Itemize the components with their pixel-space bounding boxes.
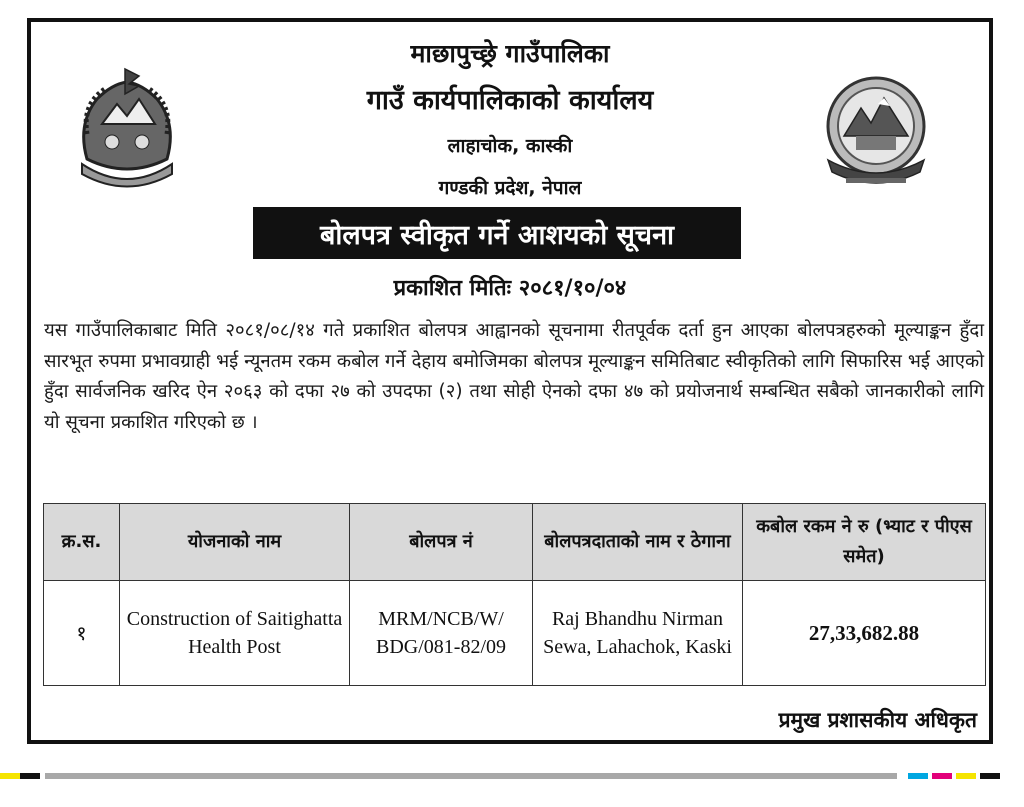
office-location: लाहाचोक, कास्की: [447, 135, 573, 157]
col-header-amount: कबोल रकम ने रु (भ्याट र पीएस समेत): [743, 504, 986, 581]
notice-frame: [27, 18, 993, 744]
cell-project: Construction of Saitighatta Health Post: [120, 581, 350, 686]
col-header-bidder: बोलपत्रदाताको नाम र ठेगाना: [533, 504, 743, 581]
registration-mark-yellow-2: [956, 773, 976, 779]
bid-table: [43, 503, 986, 686]
registration-mark-magenta: [932, 773, 952, 779]
registration-mark-cyan: [908, 773, 928, 779]
notice-title-banner: बोलपत्र स्वीकृत गर्ने आशयको सूचना: [253, 207, 741, 259]
municipality-name: माछापुच्छ्रे गाउँपालिका: [410, 39, 610, 68]
col-header-bid-no: बोलपत्र नं: [350, 504, 533, 581]
signatory-title: प्रमुख प्रशासकीय अधिकृत: [778, 708, 977, 732]
registration-mark-black: [20, 773, 40, 779]
cell-bidder: Raj Bhandhu Nirman Sewa, Lahachok, Kaski: [533, 581, 743, 686]
registration-mark-yellow: [0, 773, 20, 779]
cell-bid-no: MRM/NCB/W/ BDG/081-82/09: [350, 581, 533, 686]
office-name: गाउँ कार्यपालिकाको कार्यालय: [366, 85, 654, 116]
registration-mark-black-2: [980, 773, 1000, 779]
col-header-sn: क्र.स.: [44, 504, 120, 581]
col-header-project: योजनाको नाम: [120, 504, 350, 581]
table-header-row: [44, 504, 986, 581]
published-date: प्रकाशित मितिः २०८१/१०/०४: [393, 276, 627, 301]
cell-amount: 27,33,682.88: [743, 581, 986, 686]
print-bar: [45, 773, 897, 779]
province-country: गण्डकी प्रदेश, नेपाल: [438, 177, 582, 199]
table-row: [44, 581, 986, 686]
cell-sn: १: [44, 581, 120, 686]
notice-body: यस गाउँपालिकाबाट मिति २०८१/०८/१४ गते प्रकाशित बोलपत्र आह्वानको सूचनामा रीतपूर्वक दर्ता हुन आएका बोलपत्रहरुको मूल्याङ्कन हुँदा सारभूत रुपमा प्रभावग्राही भई न्यूनतम रकम कबोल गर्ने देहाय बमोजिमका बोलपत्र मूल्याङ्कन समितिबाट स्वीकृतिको लागि सिफारिस भई आएको हुँदा सार्वजनिक खरिद ऐन २०६३ को दफा २७ को उपदफा (२) तथा सोही ऐनको दफा ४७ को प्रयोजनार्थ सम्बन्धित सबैको जानकारीको लागि यो सूचना प्रकाशित गरिएको छ ।: [44, 320, 984, 433]
